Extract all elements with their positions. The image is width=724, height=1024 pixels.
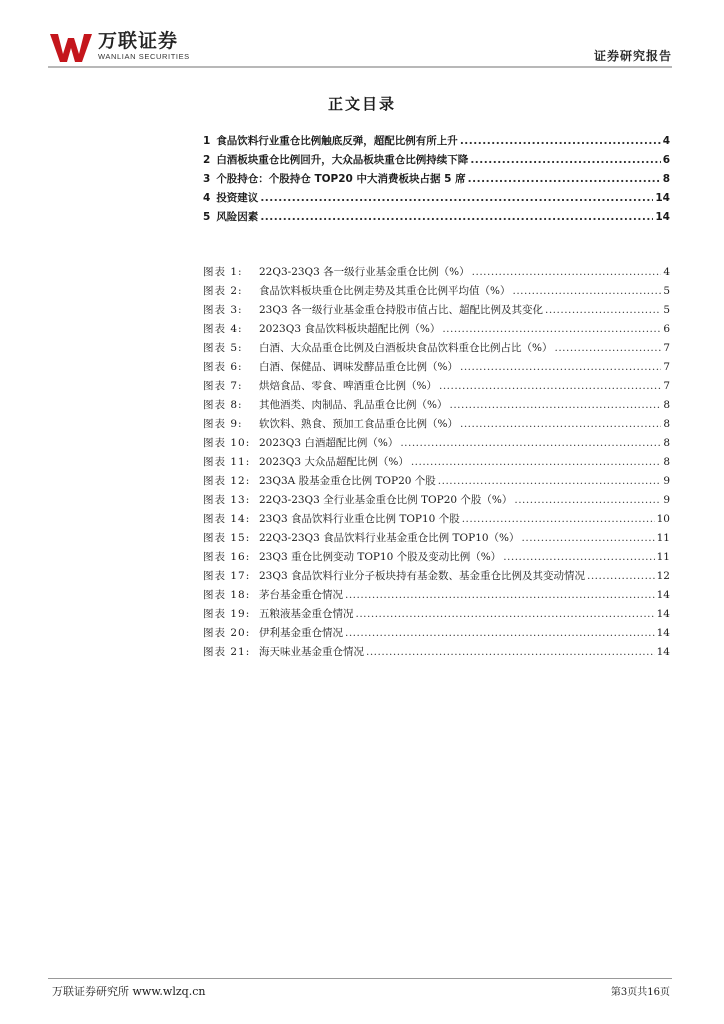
toc-figure-entry[interactable] xyxy=(203,397,670,416)
toc-figure-entry[interactable] xyxy=(203,568,670,587)
toc-page-number: 7 xyxy=(663,361,670,373)
toc-section-number: 3 xyxy=(203,173,211,185)
toc-figure-entry[interactable] xyxy=(203,454,670,473)
toc-page-number: 9 xyxy=(663,494,670,506)
figure-label: 图表 7: xyxy=(203,380,243,392)
figure-title: 22Q3-23Q3 各一级行业基金重仓比例（%） xyxy=(259,266,470,278)
toc-leader-dots xyxy=(356,608,655,620)
brand-name-cn: 万联证券 xyxy=(98,30,179,52)
toc-page-number: 11 xyxy=(656,551,670,563)
figure-title: 22Q3-23Q3 食品饮料行业基金重仓比例 TOP10（%） xyxy=(259,532,520,544)
toc-leader-dots xyxy=(512,285,661,297)
toc-figure-entry[interactable] xyxy=(203,644,670,663)
toc-figure-entry[interactable] xyxy=(203,416,670,435)
toc-figure-entry[interactable] xyxy=(203,625,670,644)
toc-leader-dots xyxy=(522,532,655,544)
toc-leader-dots xyxy=(462,513,655,525)
toc-section-title: 个股持仓：个股持仓 TOP20 中大消费板块占据 5 席 xyxy=(216,173,466,185)
toc-page-number: 10 xyxy=(656,513,670,525)
toc-page-number: 14 xyxy=(656,627,670,639)
toc-page-number: 7 xyxy=(663,380,670,392)
toc-figure-entry[interactable] xyxy=(203,283,670,302)
figure-label: 图表 6: xyxy=(203,361,243,373)
figure-label: 图表 2: xyxy=(203,285,243,297)
figure-title: 2023Q3 食品饮料板块超配比例（%） xyxy=(259,323,441,335)
toc-leader-dots xyxy=(260,211,653,223)
report-type-label: 证券研究报告 xyxy=(593,49,672,63)
toc-page-number: 8 xyxy=(663,456,670,468)
toc-figure-entry[interactable] xyxy=(203,359,670,378)
figure-title: 海天味业基金重仓情况 xyxy=(259,646,364,658)
toc-page-number: 5 xyxy=(663,304,670,316)
toc-figure-entry[interactable] xyxy=(203,549,670,568)
toc-leader-dots xyxy=(587,570,655,582)
toc-figure-entry[interactable] xyxy=(203,321,670,340)
toc-leader-dots xyxy=(442,323,661,335)
toc-section-entry[interactable] xyxy=(203,171,670,190)
toc-page-number: 12 xyxy=(656,570,670,582)
toc-page-number: 6 xyxy=(663,323,670,335)
toc-section-title: 食品饮料行业重仓比例触底反弹，超配比例有所上升 xyxy=(216,135,458,147)
figure-title: 白酒、保健品、调味发酵品重仓比例（%） xyxy=(259,361,458,373)
toc-figure-entry[interactable] xyxy=(203,378,670,397)
toc-leader-dots xyxy=(439,380,661,392)
toc-section-number: 2 xyxy=(203,154,211,166)
toc-page-number: 5 xyxy=(663,285,670,297)
toc-leader-dots xyxy=(514,494,661,506)
figure-title: 五粮液基金重仓情况 xyxy=(259,608,354,620)
toc-page-number: 6 xyxy=(662,154,670,166)
toc-leader-dots xyxy=(438,475,662,487)
figure-label: 图表 9: xyxy=(203,418,243,430)
brand-logo xyxy=(48,30,190,64)
figure-label: 图表 3: xyxy=(203,304,243,316)
figure-label: 图表 4: xyxy=(203,323,243,335)
figure-label: 图表 20: xyxy=(203,627,251,639)
figure-title: 食品饮料板块重仓比例走势及其重仓比例平均值（%） xyxy=(259,285,511,297)
figure-label: 图表 13: xyxy=(203,494,251,506)
page-header xyxy=(48,30,672,66)
toc-section-entry[interactable] xyxy=(203,209,670,228)
toc-page-number: 4 xyxy=(663,266,670,278)
toc-page-number: 14 xyxy=(655,211,670,223)
toc-page-number: 8 xyxy=(663,418,670,430)
figure-label: 图表 12: xyxy=(203,475,251,487)
toc-leader-dots xyxy=(449,399,661,411)
figure-title: 茅台基金重仓情况 xyxy=(259,589,343,601)
toc-page-number: 9 xyxy=(663,475,670,487)
toc-page-number: 14 xyxy=(655,192,670,204)
toc-section-number: 1 xyxy=(203,135,211,147)
toc-leader-dots xyxy=(366,646,655,658)
figure-title: 23Q3 食品饮料行业重仓比例 TOP10 个股 xyxy=(259,513,460,525)
toc-figure-entry[interactable] xyxy=(203,473,670,492)
toc-page-number: 8 xyxy=(662,173,670,185)
toc-page-number: 4 xyxy=(662,135,670,147)
figure-label: 图表 16: xyxy=(203,551,251,563)
toc-figure-entry[interactable] xyxy=(203,340,670,359)
figure-label: 图表 17: xyxy=(203,570,251,582)
figure-label: 图表 8: xyxy=(203,399,243,411)
figure-title: 2023Q3 大众品超配比例（%） xyxy=(259,456,409,468)
toc-page-number: 14 xyxy=(656,608,670,620)
figure-label: 图表 11: xyxy=(203,456,251,468)
toc-title: 正文目录 xyxy=(327,95,396,113)
toc-section-title: 白酒板块重仓比例回升，大众品板块重仓比例持续下降 xyxy=(216,154,469,166)
toc-leader-dots xyxy=(411,456,661,468)
toc-leader-dots xyxy=(460,418,661,430)
toc-section-title: 风险因素 xyxy=(216,211,259,223)
header-divider xyxy=(48,66,672,68)
toc-figure-entry[interactable] xyxy=(203,511,670,530)
toc-section-entry[interactable] xyxy=(203,152,670,171)
toc-section-title: 投资建议 xyxy=(216,192,259,204)
toc-page-number: 8 xyxy=(663,399,670,411)
toc-leader-dots xyxy=(472,266,662,278)
figure-title: 22Q3-23Q3 全行业基金重仓比例 TOP20 个股（%） xyxy=(259,494,513,506)
toc-figure-list xyxy=(203,264,670,663)
toc-leader-dots xyxy=(345,627,655,639)
toc-leader-dots xyxy=(468,173,661,185)
figure-title: 23Q3 各一级行业基金重仓持股市值占比、超配比例及其变化 xyxy=(259,304,543,316)
toc-figure-entry[interactable] xyxy=(203,606,670,625)
figure-title: 伊利基金重仓情况 xyxy=(259,627,343,639)
toc-leader-dots xyxy=(260,192,653,204)
wanlian-w-logo-icon xyxy=(48,30,94,64)
toc-leader-dots xyxy=(400,437,661,449)
toc-leader-dots xyxy=(460,361,661,373)
toc-section-number: 5 xyxy=(203,211,211,223)
toc-section-entry[interactable] xyxy=(203,190,670,209)
figure-title: 软饮料、熟食、预加工食品重仓比例（%） xyxy=(259,418,458,430)
figure-label: 图表 14: xyxy=(203,513,251,525)
toc-leader-dots xyxy=(554,342,661,354)
footer-institute: 万联证券研究所 www.wlzq.cn xyxy=(52,985,206,998)
figure-label: 图表 18: xyxy=(203,589,251,601)
figure-label: 图表 21: xyxy=(203,646,251,658)
footer-divider xyxy=(48,978,672,979)
toc-figure-entry[interactable] xyxy=(203,435,670,454)
figure-label: 图表 10: xyxy=(203,437,251,449)
toc-leader-dots xyxy=(545,304,661,316)
figure-label: 图表 5: xyxy=(203,342,243,354)
figure-title: 2023Q3 白酒超配比例（%） xyxy=(259,437,399,449)
figure-label: 图表 19: xyxy=(203,608,251,620)
toc-figure-entry[interactable] xyxy=(203,492,670,511)
toc-leader-dots xyxy=(470,154,660,166)
figure-label: 图表 1: xyxy=(203,266,243,278)
figure-title: 23Q3 食品饮料行业分子板块持有基金数、基金重仓比例及其变动情况 xyxy=(259,570,585,582)
footer-page-number: 第3页共16页 xyxy=(610,987,670,998)
toc-figure-entry[interactable] xyxy=(203,302,670,321)
toc-page-number: 14 xyxy=(656,589,670,601)
toc-leader-dots xyxy=(345,589,655,601)
toc-page-number: 8 xyxy=(663,437,670,449)
figure-title: 其他酒类、肉制品、乳品重仓比例（%） xyxy=(259,399,448,411)
figure-title: 23Q3A 股基金重仓比例 TOP20 个股 xyxy=(259,475,436,487)
brand-name-en: WANLIAN SECURITIES xyxy=(98,52,190,61)
figure-title: 烘焙食品、零食、啤酒重仓比例（%） xyxy=(259,380,437,392)
toc-section-list xyxy=(203,133,670,228)
figure-title: 23Q3 重仓比例变动 TOP10 个股及变动比例（%） xyxy=(259,551,502,563)
toc-page-number: 7 xyxy=(663,342,670,354)
toc-page-number: 14 xyxy=(656,646,670,658)
figure-label: 图表 15: xyxy=(203,532,251,544)
figure-title: 白酒、大众品重仓比例及白酒板块食品饮料重仓比例占比（%） xyxy=(259,342,553,354)
toc-section-number: 4 xyxy=(203,192,211,204)
toc-figure-entry[interactable] xyxy=(203,530,670,549)
toc-figure-entry[interactable] xyxy=(203,587,670,606)
toc-leader-dots xyxy=(503,551,654,563)
toc-leader-dots xyxy=(460,135,661,147)
toc-figure-entry[interactable] xyxy=(203,264,670,283)
toc-page-number: 11 xyxy=(656,532,670,544)
toc-section-entry[interactable] xyxy=(203,133,670,152)
